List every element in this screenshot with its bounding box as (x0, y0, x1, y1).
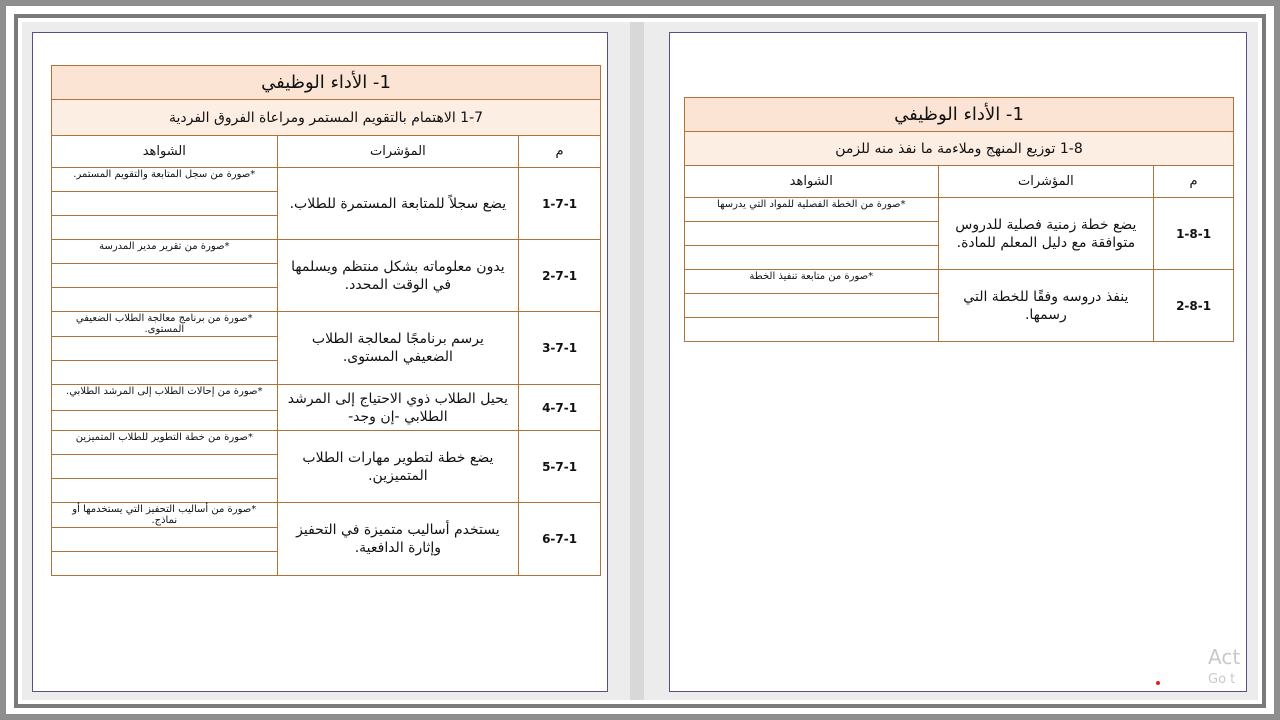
evidence-blank (52, 361, 278, 385)
left-criteria-table (51, 65, 601, 576)
evidence-blank (52, 528, 278, 552)
table-row (685, 198, 1234, 222)
evidence-blank (52, 192, 278, 216)
table-title: 1- الأداء الوظيفي (685, 98, 1234, 132)
activation-watermark-line1: Act (1208, 645, 1241, 669)
row-number: 5-7-1 (519, 431, 601, 503)
evidence-blank (685, 246, 939, 270)
row-indicator: يستخدم أساليب متميزة في التحفيز وإثارة الدافعية. (277, 503, 519, 576)
right-criteria-table (684, 97, 1234, 342)
table-subtitle: 1-7 الاهتمام بالتقويم المستمر ومراعاة الفروق الفردية (52, 100, 601, 136)
header-indicators: المؤشرات (277, 136, 519, 168)
row-evidence: *صورة من أساليب التحفيز التي يستخدمها أو نماذج. (52, 503, 278, 528)
header-num: م (519, 136, 601, 168)
evidence-blank (52, 288, 278, 312)
row-number: 6-7-1 (519, 503, 601, 576)
table-row (52, 503, 601, 528)
table-row (52, 168, 601, 192)
evidence-blank (52, 337, 278, 361)
evidence-blank (52, 411, 278, 431)
row-number: 2-7-1 (519, 240, 601, 312)
table-row (52, 385, 601, 411)
row-number: 3-7-1 (519, 312, 601, 385)
row-indicator: يضع خطة زمنية فصلية للدروس متوافقة مع دليل المعلم للمادة. (938, 198, 1154, 270)
row-evidence: *صورة من تقرير مدير المدرسة (52, 240, 278, 264)
row-evidence: *صورة من برنامج معالجة الطلاب الضعيفي المستوى. (52, 312, 278, 337)
table-row (52, 240, 601, 264)
row-number: 2-8-1 (1154, 270, 1234, 342)
header-evidence: الشواهد (685, 166, 939, 198)
table-title: 1- الأداء الوظيفي (52, 66, 601, 100)
row-number: 4-7-1 (519, 385, 601, 431)
row-indicator: يحيل الطلاب ذوي الاحتياج إلى المرشد الطلابي -إن وجد- (277, 385, 519, 431)
evidence-blank (52, 264, 278, 288)
page-spine (630, 22, 644, 700)
table-subtitle: 1-8 توزيع المنهج وملاءمة ما نفذ منه للزمن (685, 132, 1234, 166)
header-num: م (1154, 166, 1234, 198)
evidence-blank (52, 216, 278, 240)
row-indicator: ينفذ دروسه وفقًا للخطة التي رسمها. (938, 270, 1154, 342)
row-evidence: *صورة من متابعة تنفيذ الخطة (685, 270, 939, 294)
row-number: 1-8-1 (1154, 198, 1234, 270)
evidence-blank (685, 222, 939, 246)
row-evidence: *صورة من سجل المتابعة والتقويم المستمر. (52, 168, 278, 192)
row-evidence: *صورة من الخطة الفصلية للمواد التي يدرسها (685, 198, 939, 222)
red-dot (1156, 681, 1160, 685)
row-evidence: *صورة من إحالات الطلاب إلى المرشد الطلابي. (52, 385, 278, 411)
table-row (685, 270, 1234, 294)
table-row (52, 431, 601, 455)
activation-watermark-line2: Go t (1208, 672, 1236, 687)
evidence-blank (685, 318, 939, 342)
evidence-blank (685, 294, 939, 318)
row-number: 1-7-1 (519, 168, 601, 240)
row-indicator: يدون معلوماته بشكل منتظم ويسلمها في الوقت المحدد. (277, 240, 519, 312)
row-indicator: يرسم برنامجًا لمعالجة الطلاب الضعيفي المستوى. (277, 312, 519, 385)
row-evidence: *صورة من خطة التطوير للطلاب المتميزين (52, 431, 278, 455)
evidence-blank (52, 552, 278, 576)
evidence-blank (52, 455, 278, 479)
row-indicator: يضع سجلاً للمتابعة المستمرة للطلاب. (277, 168, 519, 240)
evidence-blank (52, 479, 278, 503)
header-evidence: الشواهد (52, 136, 278, 168)
table-row (52, 312, 601, 337)
header-indicators: المؤشرات (938, 166, 1154, 198)
row-indicator: يضع خطة لتطوير مهارات الطلاب المتميزين. (277, 431, 519, 503)
